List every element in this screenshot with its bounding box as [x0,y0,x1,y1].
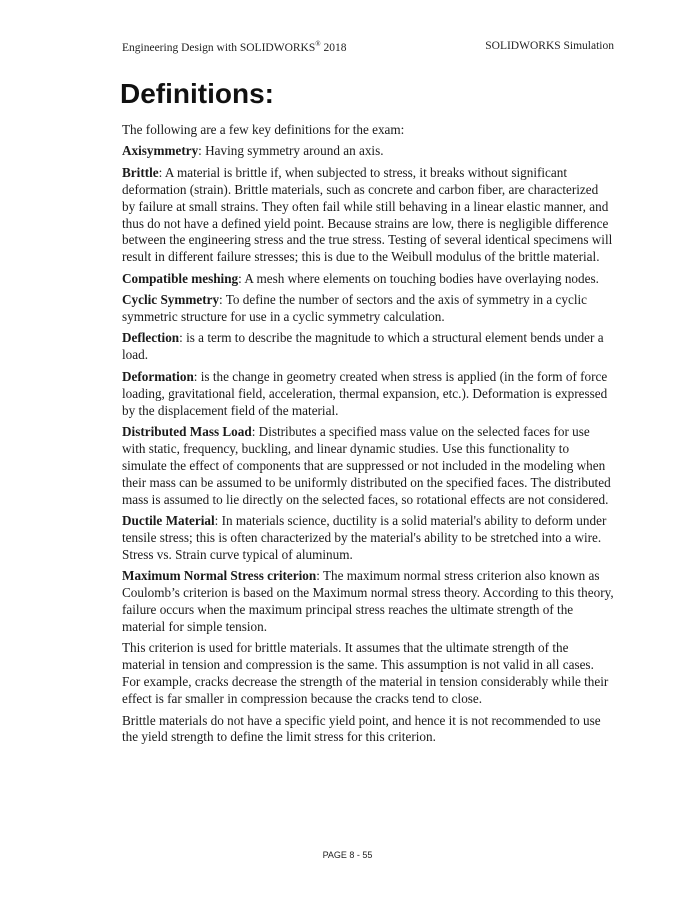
definition-ductile-material: Ductile Material: In materials science, ductility is a solid material's ability to deform under tensile stress; this is often characterized by the material's ability to be stretched into a wire. Stress vs. Strain curve typical of aluminum. [122,513,607,562]
body-paragraph: Brittle materials do not have a specific yield point, and hence it is not recommended to use the yield strength to define the limit stress for this criterion. [122,712,601,745]
definition-text: A mesh where elements on touching bodies have overlaying nodes. [241,270,599,286]
definition-term: Brittle [122,164,159,180]
definition-text: A material is brittle if, when subjected to stress, it breaks without significant deformation (strain). Brittle materials, such as concrete and carbon fiber, are characterized by failure at small strains. They often fail while still behaving in a linear elastic manner, and thus do not have a defined yield point. Because strains are low, there is negligible difference between the engineering stress and the true stress. Testing of several identical specimens will result in different failure stresses; this is due to the Weibull modulus of the brittle material. [122,164,613,265]
definition-term: Distributed Mass Load [122,424,252,439]
definition-compatible-meshing: Compatible meshing: A mesh where elements on touching bodies have overlaying nodes. [122,270,599,286]
definitions-body [122,122,614,751]
body-paragraph: This criterion is used for brittle materials. It assumes that the ultimate strength of the material in tension and compression is the same. This assumption is not valid in all cases. For example, cracks decrease the strength of the material in tension considerably while their effect is far smaller in compression because the cracks tend to close. [122,640,609,707]
definition-text: The maximum normal stress criterion also known as Coulomb’s criterion is based on the Maximum normal stress theory. According to this theory, failure occurs when the maximum principal stress reaches the ultimate strength of the material for simple tension. [122,568,614,634]
page-header [122,40,614,54]
definition-max-normal-stress: Maximum Normal Stress criterion: The maximum normal stress criterion also known as Coulomb’s criterion is based on the Maximum normal stress theory. According to this theory, failure occurs when the maximum principal stress reaches the ultimate strength of the material for simple tension. [122,568,614,634]
definition-text: is a term to describe the magnitude to which a structural element bends under a load. [122,330,604,363]
definition-term: Compatible meshing [122,270,239,286]
definition-axisymmetry: Axisymmetry: Having symmetry around an axis. [122,143,384,159]
definition-term: Cyclic Symmetry [122,292,220,308]
definition-text: In materials science, ductility is a solid material's ability to deform under tensile stress; this is often characterized by the material's ability to be stretched into a wire. Stress vs. Strain curve typical of aluminum. [122,513,607,562]
definition-brittle: Brittle: A material is brittle if, when subjected to stress, it breaks without significant deformation (strain). Brittle materials, such as concrete and carbon fiber, are characterized by failure at small strains. They often fail while still behaving in a linear elastic manner, and thus do not have a defined yield point. Because strains are low, there is negligible difference between the engineering stress and the true stress. Testing of several identical specimens will result in different failure stresses; this is due to the Weibull modulus of the brittle material. [122,164,613,265]
header-book-title: Engineering Design with SOLIDWORKS® 2018 [122,40,347,54]
definition-term: Axisymmetry [122,143,199,159]
page-number: PAGE 8 - 55 [322,850,373,860]
definition-text: Distributes a specified mass value on the selected faces for use with static, frequency, buckling, and linear dynamic studies. Use this functionality to simulate the effect of components that are suppressed or not included in the modeling when their mass can be assumed to be uniformly distributed on the specified faces. The distributed mass is assumed to lie directly on the selected faces, so rotational effects are not considered. [122,424,611,507]
header-chapter-title: SOLIDWORKS Simulation [485,40,614,52]
definition-deflection: Deflection: is a term to describe the magnitude to which a structural element bends under a load. [122,330,604,363]
definition-text: is the change in geometry created when stress is applied (in the form of force loading, gravitational field, acceleration, thermal expansion, etc.). Deformation is expressed by the displacement field of the material. [122,368,608,418]
intro-paragraph: The following are a few key definitions for the exam: [122,122,405,137]
definition-term: Maximum Normal Stress criterion [122,568,317,584]
page-title: Definitions: [120,78,274,109]
definition-term: Deflection [122,330,180,346]
definition-text: Having symmetry around an axis. [201,143,384,159]
definition-distributed-mass-load: Distributed Mass Load: Distributes a specified mass value on the selected faces for use with static, frequency, buckling, and linear dynamic studies. Use this functionality to simulate the effect of components that are suppressed or not included in the modeling when their mass can be assumed to be uniformly distributed on the specified faces. The distributed mass is assumed to lie directly on the selected faces, so rotational effects are not considered. [122,424,611,507]
definition-cyclic-symmetry: Cyclic Symmetry: To define the number of sectors and the axis of symmetry in a cyclic symmetric structure for use in a cyclic symmetry calculation. [122,292,588,325]
definition-text: To define the number of sectors and the axis of symmetry in a cyclic symmetric structure for use in a cyclic symmetry calculation. [122,292,588,325]
definition-term: Ductile Material [122,513,215,529]
definition-term: Deformation [122,368,194,384]
definition-deformation: Deformation: is the change in geometry created when stress is applied (in the form of force loading, gravitational field, acceleration, thermal expansion, etc.). Deformation is expressed by the displacement field of the material. [122,368,608,418]
